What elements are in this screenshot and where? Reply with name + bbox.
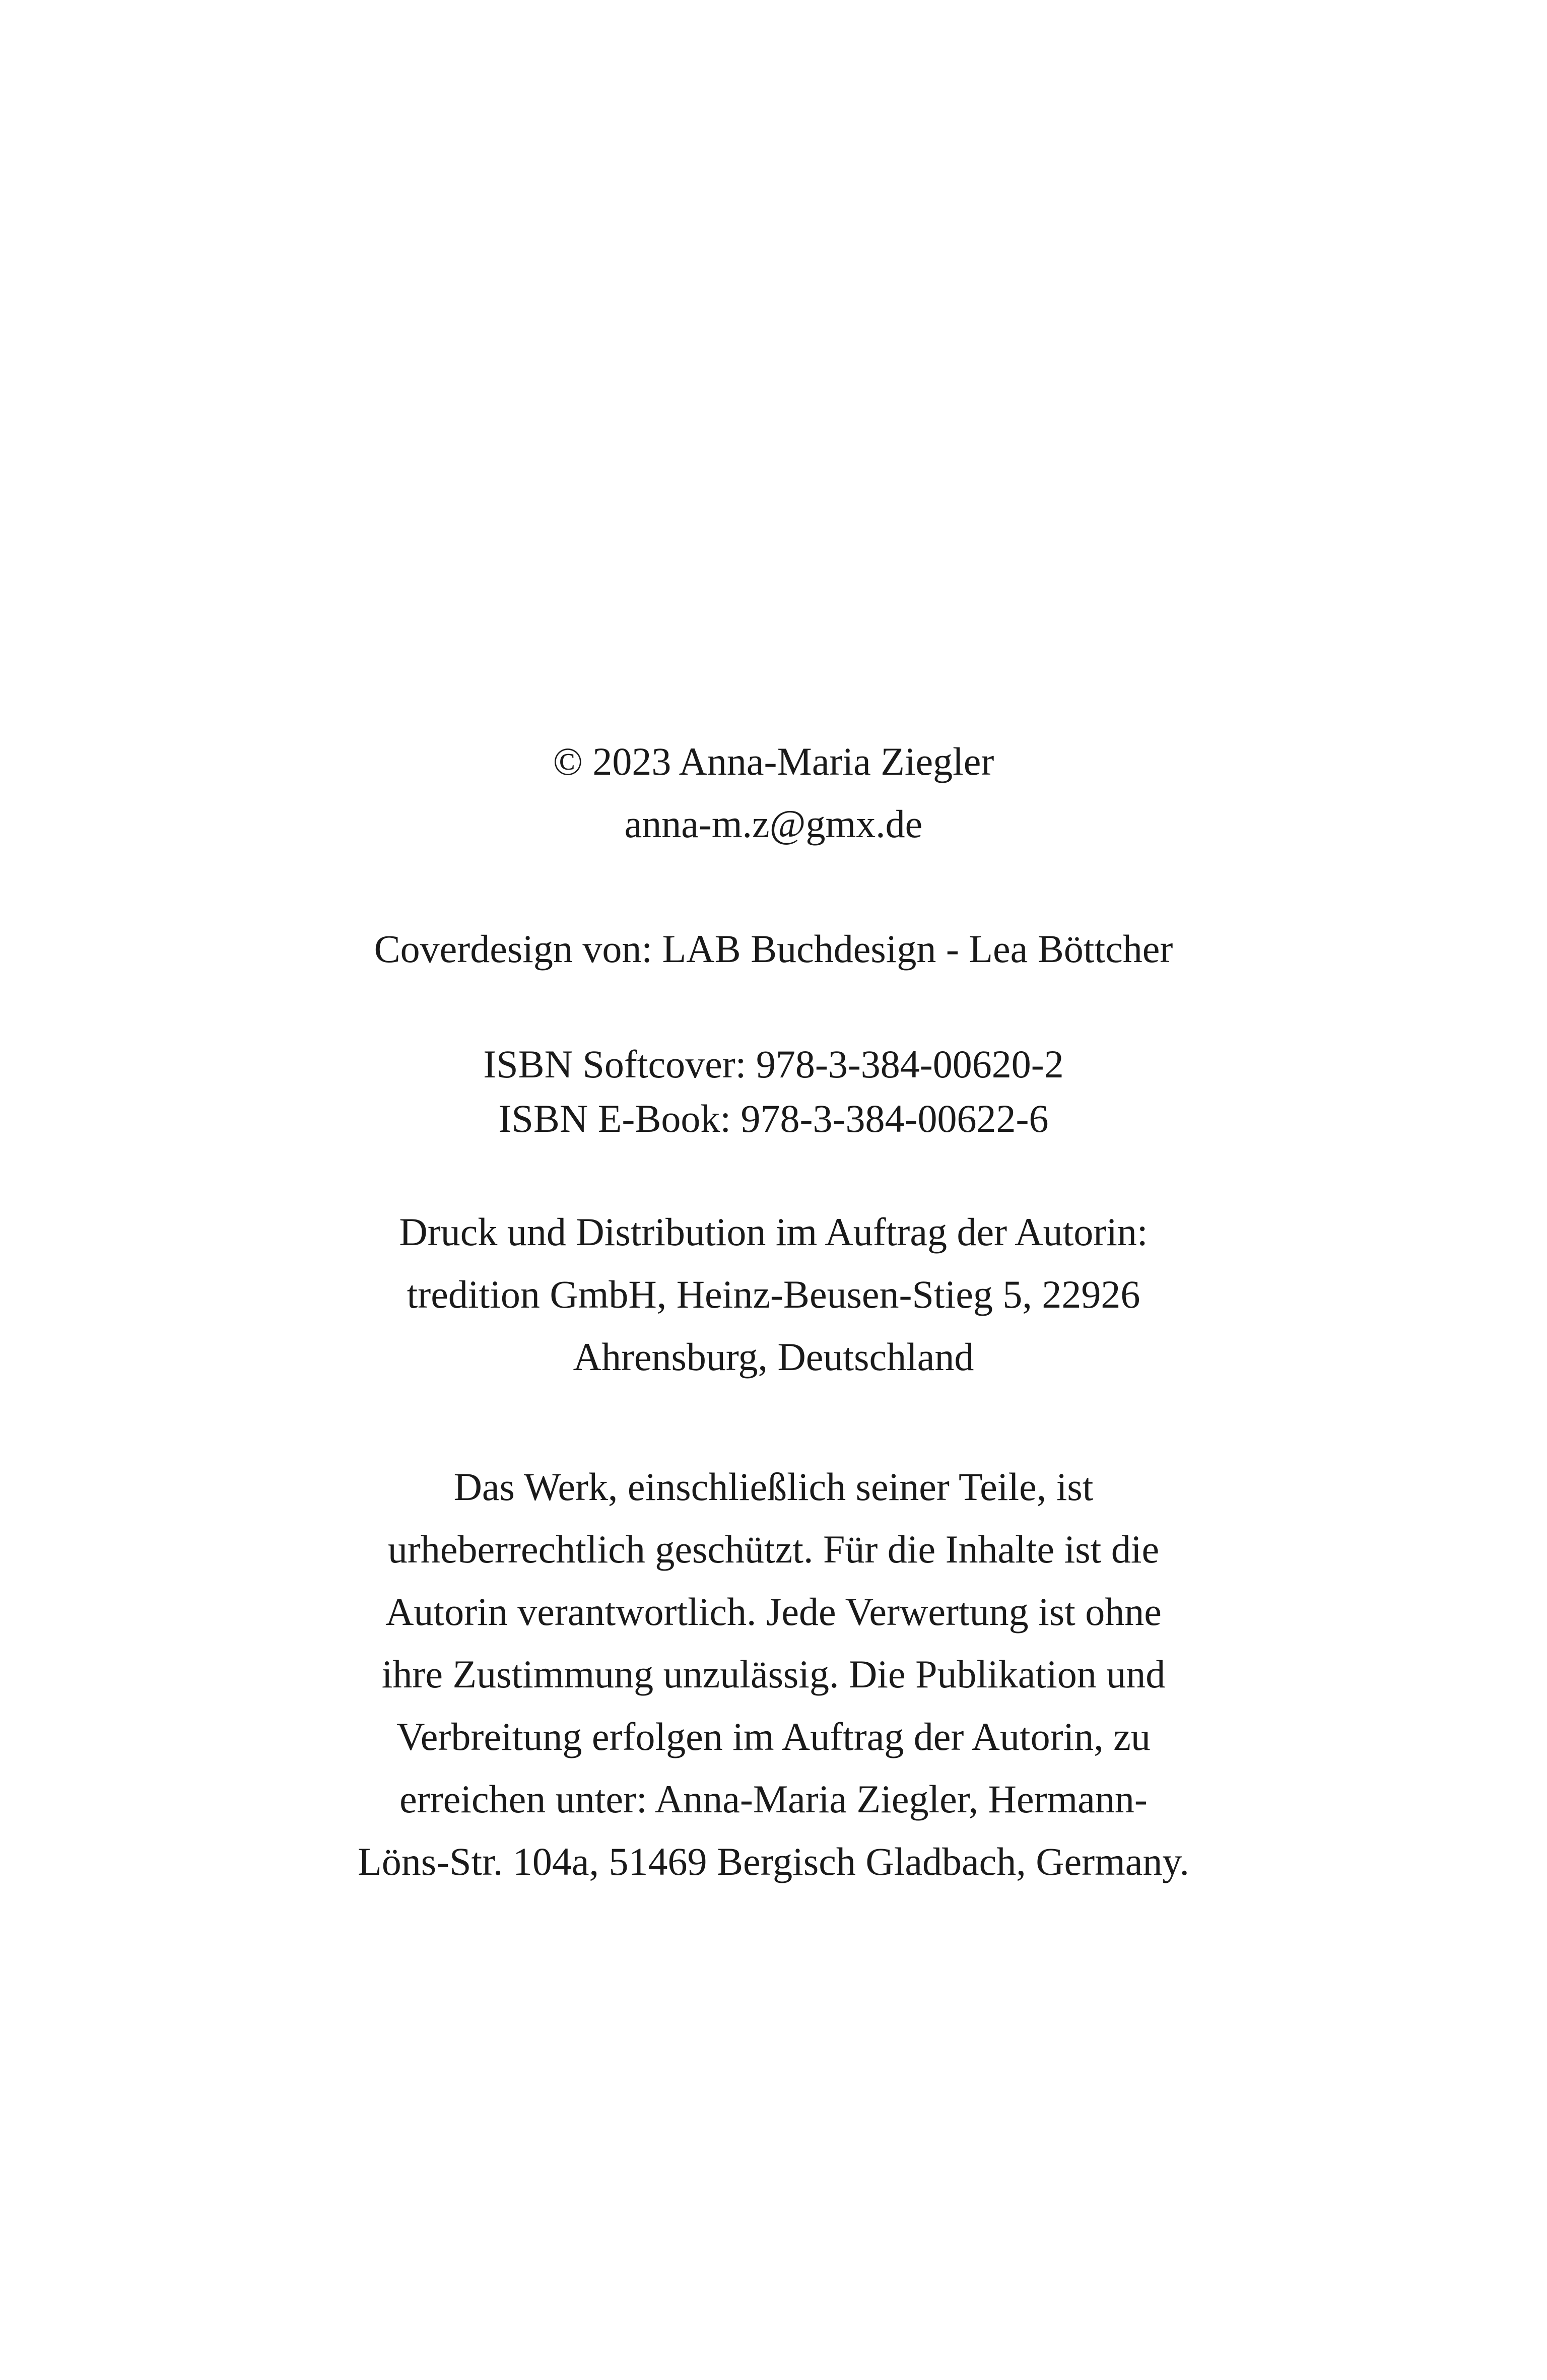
isbn-ebook: ISBN E-Book: 978-3-384-00622-6 — [498, 1097, 1049, 1140]
copyright-block — [0, 730, 1547, 855]
notice-line: urheberrechtlich geschützt. Für die Inhalte ist die — [387, 1527, 1160, 1571]
notice-line: Löns-Str. 104a, 51469 Bergisch Gladbach, Germany. — [358, 1840, 1189, 1883]
notice-line: Verbreitung erfolgen im Auftrag der Autorin, zu — [396, 1715, 1151, 1758]
notice-line: Autorin verantwortlich. Jede Verwertung ist ohne — [385, 1590, 1162, 1634]
isbn-block — [0, 1037, 1547, 1146]
notice-line: ihre Zustimmung unzulässig. Die Publikation und — [381, 1652, 1166, 1696]
author-email: anna-m.z@gmx.de — [624, 802, 923, 846]
distribution-line: Ahrensburg, Deutschland — [573, 1335, 974, 1379]
isbn-softcover: ISBN Softcover: 978-3-384-00620-2 — [483, 1042, 1064, 1086]
distribution-line: tredition GmbH, Heinz-Beusen-Stieg 5, 22926 — [407, 1272, 1140, 1316]
distribution-line: Druck und Distribution im Auftrag der Autorin: — [399, 1210, 1148, 1254]
notice-line: Das Werk, einschließlich seiner Teile, ist — [453, 1465, 1094, 1509]
distribution-block — [0, 1201, 1547, 1388]
copyright-line: © 2023 Anna-Maria Ziegler — [553, 739, 994, 783]
cover-credit-block — [0, 918, 1547, 980]
notice-line: erreichen unter: Anna-Maria Ziegler, Hermann- — [399, 1777, 1148, 1821]
cover-design-credit: Coverdesign von: LAB Buchdesign - Lea Böttcher — [374, 927, 1173, 971]
copyright-notice-block — [0, 1456, 1547, 1893]
